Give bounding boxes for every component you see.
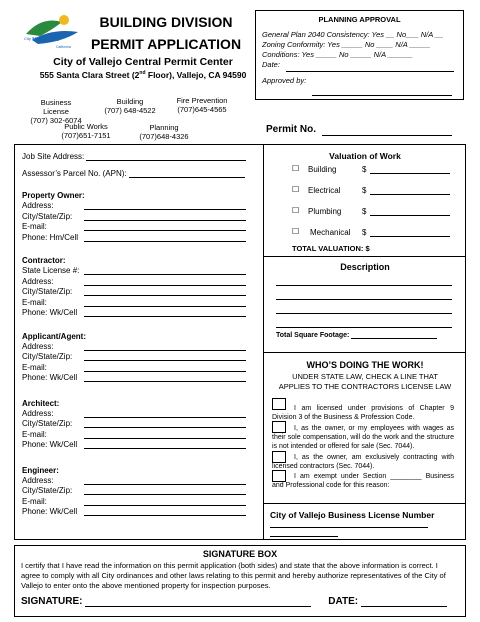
contact-public-works: Public Works (707)651-7151	[61, 122, 111, 140]
title-building-division: BUILDING DIVISION	[99, 14, 233, 30]
architect-field-input[interactable]	[84, 419, 246, 428]
planning-approval-title: PLANNING APPROVAL	[318, 15, 401, 24]
biz-license-field-1[interactable]	[270, 522, 428, 528]
description-title: Description	[340, 262, 390, 272]
valuation-checkbox-icon[interactable]: ☐	[292, 206, 300, 215]
engineer-field-label: City/State/Zip:	[22, 486, 73, 495]
owner-field-input[interactable]	[84, 222, 246, 231]
planning-zoning[interactable]: Zoning Conformity: Yes _____ No ____ N/A _____	[262, 40, 431, 49]
owner-field-label: City/State/Zip:	[22, 211, 73, 221]
valuation-dollar-sign: $	[362, 207, 367, 216]
contractor-section-title: Contractor:	[22, 256, 66, 265]
description-line-2[interactable]	[276, 290, 452, 300]
owner-field-label: E-mail:	[22, 222, 47, 231]
job-site-label: Job Site Address:	[22, 152, 85, 161]
biz-license-label: City of Vallejo Business License Number	[270, 510, 435, 520]
whos-title: WHO’S DOING THE WORK!	[306, 360, 424, 370]
valuation-amount-field[interactable]	[370, 165, 450, 174]
applicant-field-input[interactable]	[84, 363, 246, 372]
architect-field-label: E-mail:	[22, 429, 47, 439]
logo-city-text: VALLEJO	[32, 36, 60, 43]
contractor-field-input[interactable]	[84, 266, 246, 275]
signature-certify-text: I certify that I have read the information on this permit application (both sides) and state that the above information is correct. I agree to comply with all City ordinances and other laws relating to this permit and hereby authorize representatives of the City of Vallejo to enter onto the above mentioned property for inspection purposes.	[21, 561, 446, 590]
valuation-item-label: Electrical	[308, 186, 341, 195]
owner-field-input[interactable]	[84, 233, 246, 242]
contractor-field-label: State License #:	[22, 266, 80, 275]
permit-center-address: 555 Santa Clara Street (2nd Floor), Vallejo, CA 94590	[39, 70, 247, 80]
biz-license-divider	[263, 503, 466, 504]
contractor-field-input[interactable]	[84, 298, 246, 307]
valuation-title: Valuation of Work	[329, 151, 401, 161]
logo-state-text: California	[56, 45, 71, 49]
valuation-checkbox-icon[interactable]: ☐	[292, 185, 300, 194]
architect-section-title: Architect:	[22, 398, 60, 408]
contact-fire-prevention: Fire Prevention (707)645-4565	[176, 96, 228, 114]
total-valuation: TOTAL VALUATION: $	[292, 244, 370, 253]
date-label: DATE:	[328, 596, 359, 607]
architect-field-label: Address:	[22, 408, 54, 418]
owner-field-input[interactable]	[84, 201, 246, 210]
apn-label: Assessor’s Parcel No. (APN):	[22, 169, 127, 178]
city-logo	[22, 10, 82, 54]
signature-field[interactable]	[85, 597, 311, 607]
engineer-field-label: E-mail:	[22, 496, 47, 506]
applicant-section-title: Applicant/Agent:	[22, 331, 86, 341]
valuation-dollar-sign: $	[362, 228, 367, 237]
description-line-3[interactable]	[276, 304, 452, 314]
license-option-4-text: I am exempt under Section ________ Business and Professional code for this reason:	[272, 473, 454, 489]
applicant-field-label: Phone: Wk/Cell	[22, 373, 78, 382]
description-line-1[interactable]	[276, 276, 452, 286]
planning-approved-field[interactable]	[312, 95, 452, 96]
contractor-field-input[interactable]	[84, 287, 246, 296]
valuation-item-label: Mechanical	[310, 228, 351, 237]
valuation-amount-field[interactable]	[370, 186, 450, 195]
contractor-field-label: Address:	[22, 276, 54, 286]
valuation-item-plumbing	[292, 207, 462, 228]
license-option-1-text: I am licensed under provisions of Chapter 9 Division 3 of the Business & Profession Code.	[272, 405, 454, 421]
owner-field-input[interactable]	[84, 212, 246, 221]
left-column	[22, 152, 258, 518]
engineer-field-input[interactable]	[84, 497, 246, 506]
contractor-field-input[interactable]	[84, 277, 246, 286]
apn-field[interactable]	[129, 177, 245, 178]
valuation-amount-field[interactable]	[370, 207, 450, 216]
permit-no-label: Permit No.	[266, 124, 317, 135]
contractor-field-label: E-mail:	[22, 297, 47, 307]
valuation-dollar-sign: $	[362, 165, 367, 174]
planning-consistency[interactable]: General Plan 2040 Consistency: Yes __ No___ N/A __	[262, 30, 444, 39]
license-option-3-text: I, as the owner, am exclusively contracting with licensed contractors (Sec. 7044).	[272, 454, 454, 470]
contractor-field-label: City/State/Zip:	[22, 287, 73, 296]
permit-center-name: City of Vallejo Central Permit Center	[53, 56, 233, 68]
engineer-field-input[interactable]	[84, 476, 246, 485]
planning-date-label: Date:	[262, 60, 280, 69]
contact-building: Building (707) 648-4522	[104, 97, 156, 115]
whos-divider	[263, 352, 466, 353]
whos-subtitle: UNDER STATE LAW, CHECK A LINE THAT APPLIES TO THE CONTRACTORS LICENSE LAW	[278, 372, 452, 391]
engineer-section-title: Engineer:	[22, 465, 59, 475]
engineer-field-input[interactable]	[84, 507, 246, 516]
total-sqft-field[interactable]	[351, 338, 437, 339]
planning-date-field[interactable]	[286, 71, 454, 72]
architect-field-input[interactable]	[84, 409, 246, 418]
applicant-field-label: E-mail:	[22, 362, 47, 372]
applicant-field-input[interactable]	[84, 342, 246, 351]
title-permit-application: PERMIT APPLICATION	[90, 36, 242, 52]
valuation-dollar-sign: $	[362, 186, 367, 195]
license-option-2-text: I, as the owner, or my employees with wages as their sole compensation, will do the work and the structure is not intended or offered for sale (Sec. 7044).	[272, 425, 454, 450]
engineer-field-label: Phone: Wk/Cell	[22, 507, 78, 516]
valuation-list	[292, 165, 462, 249]
contact-planning: Planning (707)648-4326	[139, 123, 189, 141]
biz-license-field-2[interactable]	[270, 531, 338, 537]
contractor-field-label: Phone: Wk/Cell	[22, 308, 78, 317]
planning-conditions[interactable]: Conditions: Yes _____ No _____ N/A ______	[262, 50, 413, 59]
contractor-field-input[interactable]	[84, 308, 246, 317]
applicant-field-input[interactable]	[84, 373, 246, 382]
owner-field-label: Phone: Hm/Cell	[22, 232, 79, 242]
job-site-field[interactable]	[86, 160, 246, 161]
valuation-item-electrical	[292, 186, 462, 207]
total-sqft-label: Total Square Footage:	[276, 332, 350, 339]
valuation-item-label: Building	[308, 165, 337, 174]
architect-field-input[interactable]	[84, 430, 246, 439]
signature-label: SIGNATURE:	[21, 596, 83, 607]
valuation-amount-field[interactable]	[370, 228, 450, 237]
date-field[interactable]	[361, 597, 447, 607]
architect-field-label: Phone: Wk/Cell	[22, 440, 78, 449]
description-divider	[263, 256, 466, 257]
signature-box-title: SIGNATURE BOX	[202, 549, 278, 559]
permit-no-field[interactable]	[322, 126, 452, 136]
applicant-field-label: Address:	[22, 341, 54, 351]
engineer-field-input[interactable]	[84, 486, 246, 495]
contact-business-license: Business License (707) 302-6074	[30, 98, 82, 125]
planning-approved-label: Approved by:	[262, 76, 307, 85]
column-divider	[263, 144, 264, 540]
valuation-item-label: Plumbing	[308, 207, 342, 216]
owner-section-title: Property Owner:	[22, 191, 85, 200]
planning-approval-box	[255, 10, 464, 100]
valuation-item-building	[292, 165, 462, 186]
applicant-field-input[interactable]	[84, 352, 246, 361]
logo-small-text: City of	[24, 36, 36, 41]
engineer-field-label: Address:	[22, 475, 54, 485]
architect-field-input[interactable]	[84, 440, 246, 449]
architect-field-label: City/State/Zip:	[22, 419, 73, 428]
applicant-field-label: City/State/Zip:	[22, 352, 73, 361]
owner-field-label: Address:	[22, 201, 54, 210]
signature-box	[14, 545, 466, 617]
valuation-checkbox-icon[interactable]: ☐	[292, 227, 300, 236]
valuation-checkbox-icon[interactable]: ☐	[292, 164, 300, 173]
description-line-4[interactable]	[276, 318, 452, 328]
